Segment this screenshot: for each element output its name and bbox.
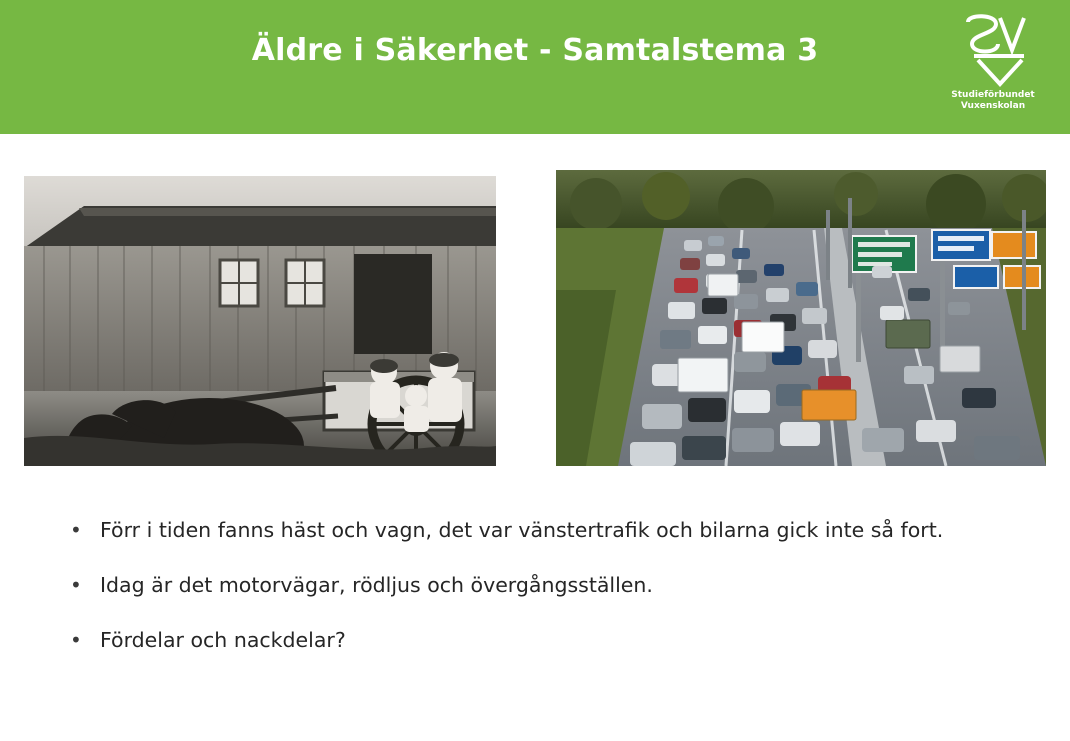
- list-item: [70, 516, 1010, 545]
- header-band: [0, 0, 1070, 134]
- logo-text-line2: Vuxenskolan: [960, 101, 1026, 111]
- studieforbundet-vuxenskolan-logo: [938, 10, 1048, 118]
- motorway-traffic-photo: [556, 170, 1046, 466]
- bullet-marker: •: [70, 628, 82, 652]
- bullet-text: Förr i tiden fanns häst och vagn, det var vänstertrafik och bilarna gick inte så fort.: [100, 518, 944, 542]
- logo-text-line1: Studieförbundet: [951, 90, 1035, 100]
- bullet-text: Idag är det motorvägar, rödljus och övergångsställen.: [100, 573, 653, 597]
- horse-and-cart-photo: [24, 176, 496, 466]
- bullet-text: Fördelar och nackdelar?: [100, 628, 346, 652]
- logo-text: [938, 90, 1048, 112]
- list-item: [70, 571, 1010, 600]
- page-title: Äldre i Säkerhet - Samtalstema 3: [251, 33, 819, 68]
- bullet-marker: •: [70, 518, 82, 542]
- bullet-list: [70, 516, 1010, 681]
- list-item: [70, 626, 1010, 655]
- bullet-marker: •: [70, 573, 82, 597]
